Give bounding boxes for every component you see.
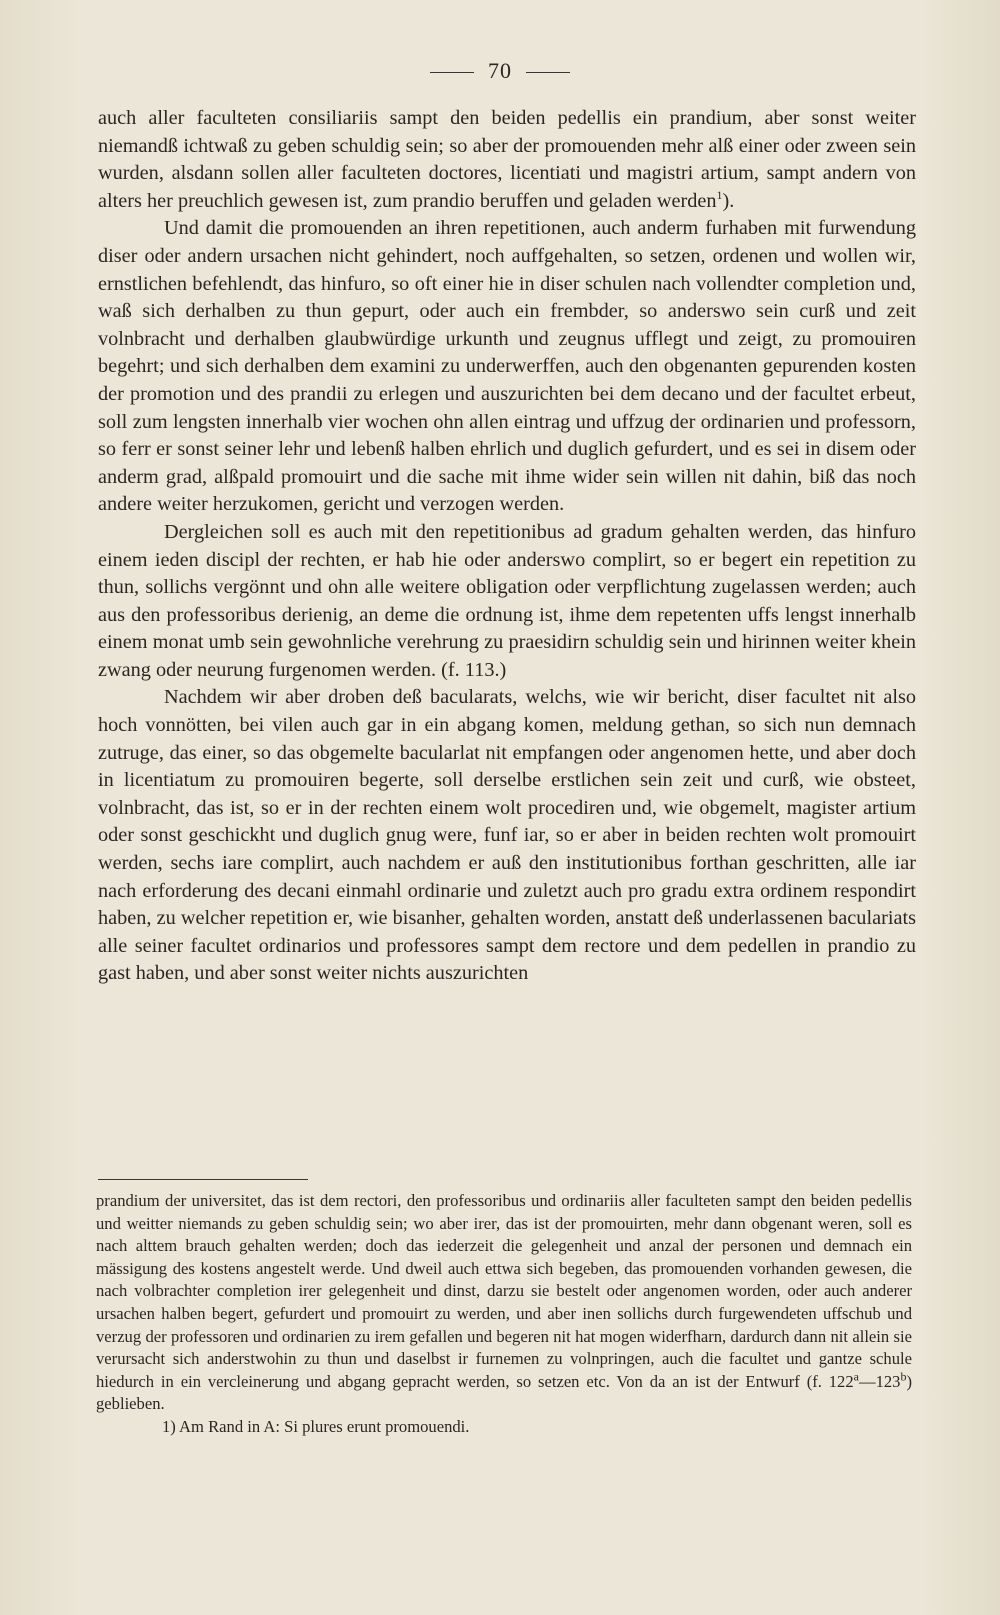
footnote-sup-b: b [900, 1369, 907, 1384]
paragraph-2: Und damit die promouenden an ihren repetitionen, auch anderm furhaben mit furwendung diser oder andern ursachen nicht gehindert, noch auffgehalten, so setzen, ordenen und wollen wir, ernstlichen befehlendt, das hinfuro, so oft einer hie in diser schulen nach vollendter completion und, waß sich derhalben zu thun gepurt, oder auch ein frembder, so anderswo sein curß und zeit volnbracht und derhalben glaubwürdige urkunth und zeugnus ufflegt und zeigt, zu promouiren begehrt; und sich derhalben dem examini zu underwerffen, auch den obgenanten gepurenden kosten der promotion und des prandii zu erlegen und auszurichten bei dem decano und der facultet erbeut, soll zum lengsten innerhalb vier wochen ohn allen eintrag und uffzug der ordinarien und professorn, so ferr er sonst seiner lehr und lebenß halben ehrlich und duglich gefurdert, und es sei in disem oder anderm grad, alßpald promouirt und die sache mit ihme wider sein willen nit dahin, biß das noch andere weiter herzukomen, gericht und verzogen werden. [98, 217, 916, 516]
header-right-dash [526, 72, 570, 73]
footnote-continued-text: prandium der universitet, das ist dem rectori, den professoribus und ordinariis aller faculteten sampt den beiden pedellis und weitter niemands zu geben schuldig sein; wo aber irer, das ist der promouirten, mehr dann obgenant weren, soll es nach alttem brauch gehalten werden; doch das iederzeit die gelegenheit und anzal der personen und demnach ein mässigung des kostens angestelt werde. Und dweil auch ettwa sich begeben, das promouenden vorhanden gewesen, die nach volbrachter completion irer gelegenheit und dinst, darzu sie bestelt oder angenomen worden, oder auch anderer ursachen halben begert, gefurdert und promouirt zu werden, und aber inen sollichs durch furgewendeten uffschub und verzug der professoren und ordinarien zu irem gefallen und begeren nit hat mogen widerfharn, dardurch dann nit allein sie verursacht sich anderstwohin zu thun und daselbst ir furnemen zu volnpringen, auch die facultet und gantze schule hiedurch in ein vercleinerung und abgang gepracht werden, so setzen etc. Von da an ist der Entwurf (f. 122 [96, 1191, 912, 1391]
footnotes [96, 1190, 912, 1439]
main-text [98, 105, 916, 988]
paragraph-1-text: auch aller faculteten consiliariis sampt den beiden pedellis ein prandium, aber sonst weiter niemandß ichtwaß zu geben schuldig sein; so aber der promouenden mehr alß einer oder zween sein wurden, alsdann sollen aller faculteten doctores, licentiati und magistri artium, sampt andern von alters her preuchlich gewesen ist, zum prandio beruffen und geladen werden [98, 107, 916, 212]
footnote-sup-a: a [853, 1369, 859, 1384]
footnote-rule [98, 1179, 308, 1180]
footnote-continued-mid: —123 [858, 1371, 901, 1391]
page-number: 70 [488, 58, 512, 83]
paragraph-3: Dergleichen soll es auch mit den repetitionibus ad gradum gehalten werden, das hinfuro einem ieden discipl der rechten, er hab hie oder anderswo complirt, so er begert ein repetition zu thun, sollichs vergönnt und ohn alle weitere obligation oder verpflichtung zugelassen werden; auch aus den professoribus derienig, an deme die ordnung ist, ihme dem repetenten uffs lengst innerhalb einem monat umb sein gewohnliche verehrung zu praesidirn schuldig sein und hirinnen weiter khein zwang oder neurung furgenomen werden. (f. 113.) [98, 520, 916, 681]
footnote-continued-end: ) geblieben. [96, 1371, 912, 1414]
paragraph-1 [98, 105, 916, 215]
footnote-marker-close: ). [722, 189, 735, 212]
page-header [0, 58, 1000, 84]
footnote-marker: 1 [716, 188, 723, 203]
paragraph-4: Nachdem wir aber droben deß bacularats, welchs, wie wir bericht, diser facultet nit also hoch vonnötten, bei vilen auch gar in ein abgang komen, meldung gethan, so sich nun demnach zutruge, das einer, so das obgemelte bacularlat nit empfangen oder angenomen hette, und aber doch in licentiatum zu promouiren begerte, soll derselbe erstlichen sein zeit und curß, wie obsteet, volnbracht, das ist, so er in der rechten einem wolt procediren und, wie obgemelt, magister artium oder sonst geschickht und duglich gnug were, funf iar, so er aber in beiden rechten wolt promouirt werden, sechs iare complirt, auch nachdem er auß den institutionibus forthan geschritten, alle iar nach erforderung des decani einmahl ordinarie und zuletzt auch pro gradu extra ordinem respondirt haben, zu welcher repetition er, wie bisanher, gehalten worden, anstatt deß underlassenen baculariats alle seiner facultet ordinarios und professores sampt dem rectore und dem pedellen in prandio zu gast haben, und aber sonst weiter nichts auszurichten [98, 686, 916, 985]
header-left-dash [430, 72, 474, 73]
footnote-continued [96, 1190, 912, 1416]
footnote-1: 1) Am Rand in A: Si plures erunt promouendi. [162, 1416, 470, 1436]
